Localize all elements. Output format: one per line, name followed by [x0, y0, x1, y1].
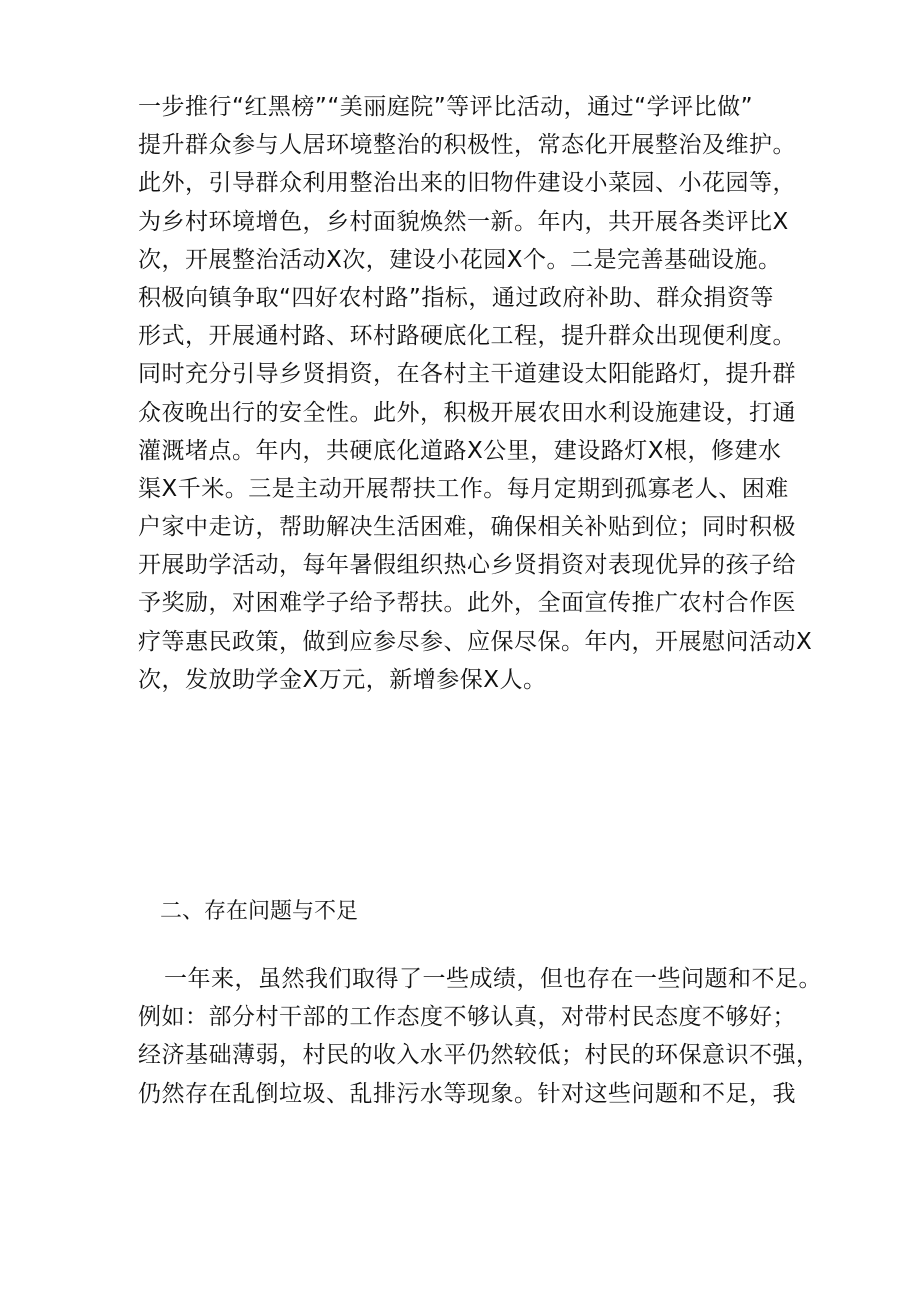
paragraph-line: 仍然存在乱倒垃圾、乱排污水等现象。针对这些问题和不足，我 — [138, 1080, 796, 1107]
paragraph-line: 渠X千米。三是主动开展帮扶工作。每月定期到孤寡老人、困难 — [138, 475, 789, 502]
paragraph-line: 次，发放助学金X万元，新增参保X人。 — [138, 666, 547, 693]
paragraph-line: 予奖励，对困难学子给予帮扶。此外，全面宣传推广农村合作医 — [138, 590, 796, 617]
paragraph-line: 为乡村环境增色，乡村面貌焕然一新。年内，共开展各类评比X — [138, 208, 789, 235]
paragraph-line: 开展助学活动，每年暑假组织热心乡贤捐资对表现优异的孩子给 — [138, 552, 796, 579]
paragraph-line: 经济基础薄弱，村民的收入水平仍然较低；村民的环保意识不强， — [138, 1042, 820, 1069]
paragraph-line: 众夜晚出行的安全性。此外，积极开展农田水利设施建设，打通 — [138, 399, 796, 426]
paragraph-line: 户家中走访，帮助解决生活困难，确保相关补贴到位；同时积极 — [138, 514, 796, 541]
paragraph-line: 同时充分引导乡贤捐资，在各村主干道建设太阳能路灯，提升群 — [138, 361, 796, 388]
paragraph-line: 次，开展整治活动X次，建设小花园X个。二是完善基础设施。 — [138, 246, 782, 273]
paragraph-line: 灌溉堵点。年内，共硬底化道路X公里，建设路灯X根，修建水 — [138, 437, 782, 464]
paragraph-achievements — [138, 88, 813, 699]
paragraph-line: 例如：部分村干部的工作态度不够认真，对带村民态度不够好； — [138, 1004, 796, 1031]
paragraph-line: 一年来，虽然我们取得了一些成绩，但也存在一些问题和不足。 — [164, 966, 822, 992]
paragraph-line: 一步推行“红黑榜”“美丽庭院”等评比活动，通过“学评比做” — [138, 94, 753, 120]
paragraph-line: 形式，开展通村路、环村路硬底化工程，提升群众出现便利度。 — [138, 323, 796, 350]
paragraph-problems — [138, 960, 838, 1113]
paragraph-line: 疗等惠民政策，做到应参尽参、应保尽保。年内，开展慰问活动X — [138, 628, 813, 655]
paragraph-line: 此外，引导群众利用整治出来的旧物件建设小菜园、小花园等， — [138, 170, 796, 197]
paragraph-line: 积极向镇争取“四好农村路”指标，通过政府补助、群众捐资等 — [138, 284, 774, 311]
section-heading: 二、存在问题与不足 — [160, 899, 359, 924]
paragraph-line: 提升群众参与人居环境整治的积极性，常态化开展整治及维护。 — [138, 132, 796, 159]
